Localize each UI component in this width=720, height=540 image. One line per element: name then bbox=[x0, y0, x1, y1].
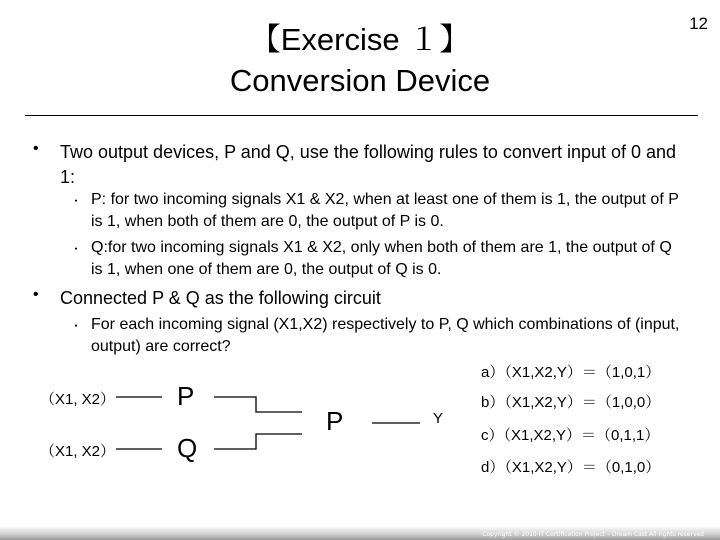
choice-c: c）（X1,X2,Y）＝（0,1,1） bbox=[481, 427, 660, 444]
sub-bullet-text: For each incoming signal (X1,X2) respectively to P, Q which combinations of (input, output) are correct? bbox=[91, 316, 680, 355]
title-divider bbox=[25, 115, 698, 116]
choice-b: b）（X1,X2,Y）＝（1,0,0） bbox=[481, 394, 661, 411]
sub-bullet-text: P: for two incoming signals X1 & X2, when at least one of them is 1, the output of P is 1, when both of them are 0, the output of P is 0. bbox=[91, 191, 679, 230]
slide-title-line1: 【Exercise １】 bbox=[249, 22, 471, 57]
bullet-marker: • bbox=[33, 140, 39, 157]
device-p: P bbox=[177, 381, 195, 411]
sub-bullet-text: Q:for two incoming signals X1 & X2, only when both of them are 1, the output of Q is 1, when one of them are 0, the output of Q is 0. bbox=[91, 239, 672, 278]
input-label-bottom: （X1, X2） bbox=[40, 443, 116, 460]
device-p-output: P bbox=[326, 406, 344, 436]
bullet-marker: • bbox=[33, 286, 39, 303]
device-q: Q bbox=[177, 433, 198, 463]
input-label-top: （X1, X2） bbox=[40, 391, 116, 408]
circuit-diagram bbox=[0, 360, 480, 480]
sub-bullet-marker: ・ bbox=[70, 242, 83, 256]
bullet-text: Connected P & Q as the following circuit bbox=[60, 288, 381, 308]
bullet-text: Two output devices, P and Q, use the following rules to convert input of 0 and 1: bbox=[60, 142, 677, 187]
page-number: 12 bbox=[689, 14, 708, 33]
sub-bullet-marker: ・ bbox=[70, 194, 83, 208]
footer-copyright: Copyright © 2010 IT Certification Project – Dream Cast All rights reserved bbox=[482, 531, 704, 538]
wire-p-to-out bbox=[214, 397, 302, 412]
choice-d: d）（X1,X2,Y）＝（0,1,0） bbox=[481, 459, 661, 476]
choice-a: a）（X1,X2,Y）＝（1,0,1） bbox=[481, 364, 661, 381]
wire-q-to-out bbox=[214, 434, 302, 449]
sub-bullet-marker: ・ bbox=[70, 319, 83, 333]
slide-title-line2: Conversion Device bbox=[229, 63, 491, 98]
output-label-y: Y bbox=[433, 410, 444, 427]
